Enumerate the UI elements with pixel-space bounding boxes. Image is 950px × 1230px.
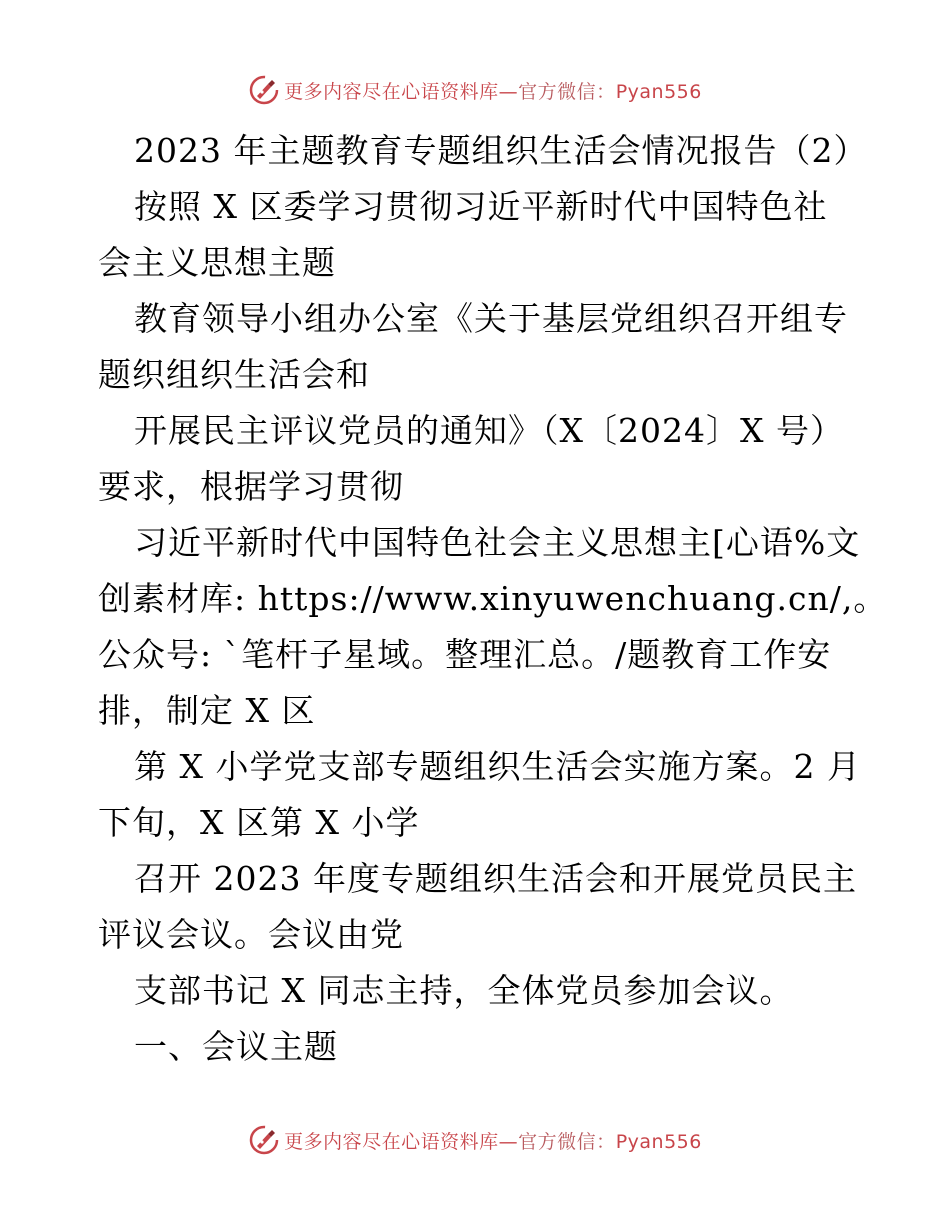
footer-banner bbox=[0, 1120, 950, 1160]
footer-wechat-id: Pyan556 bbox=[615, 1130, 702, 1153]
header-slogan: 更多内容尽在心语资料库 bbox=[284, 80, 499, 103]
brand-logo-icon bbox=[248, 1124, 280, 1156]
doc-line: 要求，根据学习贯彻 bbox=[98, 467, 404, 506]
doc-line: 召开 2023 年度专题组织生活会和开展党员民主 bbox=[134, 859, 857, 898]
section-heading: 一、会议主题 bbox=[134, 1027, 338, 1066]
header-wechat-label: 官方微信： bbox=[518, 80, 616, 103]
doc-line: 开展民主评议党员的通知》（X〔2024〕X 号） bbox=[134, 411, 844, 450]
footer-wechat-label: 官方微信： bbox=[518, 1130, 616, 1153]
brand-logo-icon bbox=[248, 74, 280, 106]
doc-line: 题织组织生活会和 bbox=[98, 355, 370, 394]
doc-line: 公众号: `笔杆子星域。整理汇总。/题教育工作安 bbox=[98, 635, 832, 674]
doc-line: 评议会议。会议由党 bbox=[98, 915, 404, 954]
doc-line: 创素材库: https://www.xinyuwenchuang.cn/,。 bbox=[98, 579, 888, 618]
doc-line: 第 X 小学党支部专题组织生活会实施方案。2 月 bbox=[134, 747, 861, 786]
document-body bbox=[98, 123, 888, 1075]
doc-line: 下旬，X 区第 X 小学 bbox=[98, 803, 420, 842]
doc-line: 按照 X 区委学习贯彻习近平新时代中国特色社 bbox=[134, 187, 828, 226]
footer-slogan: 更多内容尽在心语资料库 bbox=[284, 1130, 499, 1153]
header-banner bbox=[0, 70, 950, 110]
doc-line: 教育领导小组办公室《关于基层党组织召开组专 bbox=[134, 299, 848, 338]
doc-line: 排，制定 X 区 bbox=[98, 691, 316, 730]
footer-dash: — bbox=[498, 1130, 519, 1153]
header-wechat-id: Pyan556 bbox=[615, 80, 702, 103]
doc-line: 习近平新时代中国特色社会主义思想主[心语%文 bbox=[134, 523, 861, 562]
header-dash: — bbox=[498, 80, 519, 103]
doc-title: 2023 年主题教育专题组织生活会情况报告（2） bbox=[134, 131, 868, 170]
doc-line: 会主义思想主题 bbox=[98, 243, 336, 282]
doc-line: 支部书记 X 同志主持，全体党员参加会议。 bbox=[134, 971, 794, 1010]
